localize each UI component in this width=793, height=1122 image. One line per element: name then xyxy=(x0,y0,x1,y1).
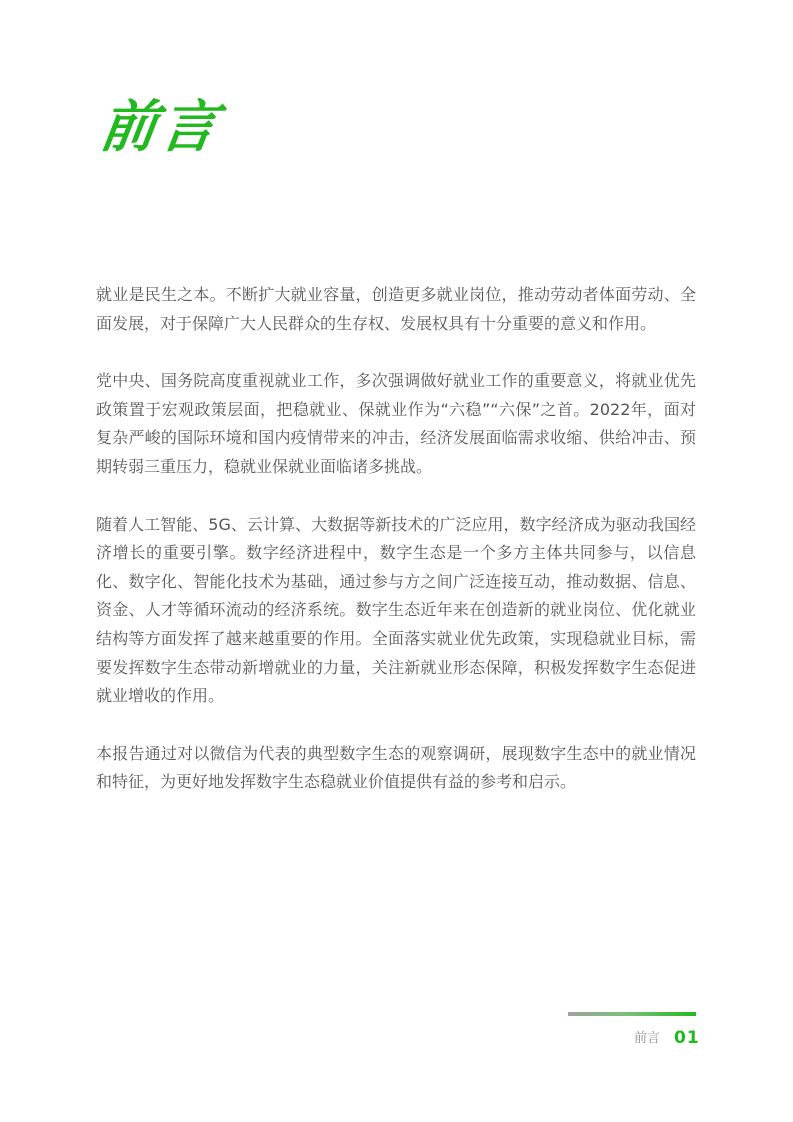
footer-divider xyxy=(568,1012,696,1016)
page-title: 前言 xyxy=(96,95,226,160)
body-text xyxy=(96,281,696,826)
paragraph-1: 就业是民生之本。不断扩大就业容量，创造更多就业岗位，推动劳动者体面劳动、全面发展，对于保障广大人民群众的生存权、发展权具有十分重要的意义和作用。 xyxy=(96,285,696,333)
paragraph-4: 本报告通过对以微信为代表的典型数字生态的观察调研，展现数字生态中的就业情况和特征，为更好地发挥数字生态稳就业价值提供有益的参考和启示。 xyxy=(96,743,696,792)
footer-page-number: 01 xyxy=(674,1028,700,1048)
paragraph-2: 党中央、国务院高度重视就业工作，多次强调做好就业工作的重要意义，将就业优先政策置于宏观政策层面，把稳就业、保就业作为“六稳”“六保”之首。2022年，面对复杂严峻的国际环境和国内疫情带来的冲击，经济发展面临需求收缩、供给冲击、预期转弱三重压力，稳就业保就业面临诸多挑战。 xyxy=(96,371,696,476)
paragraph-3: 随着人工智能、5G、云计算、大数据等新技术的广泛应用，数字经济成为驱动我国经济增长的重要引擎。数字经济进程中，数字生态是一个多方主体共同参与，以信息化、数字化、智能化技术为基础，通过参与方之间广泛连接互动，推动数据、信息、资金、人才等循环流动的经济系统。数字生态近年来在创造新的就业岗位、优化就业结构等方面发挥了越来越重要的作用。全面落实就业优先政策，实现稳就业目标，需要发挥数字生态带动新增就业的力量，关注新就业形态保障，积极发挥数字生态促进就业增收的作用。 xyxy=(96,514,696,706)
footer-section-label: 前言 xyxy=(634,1031,661,1046)
